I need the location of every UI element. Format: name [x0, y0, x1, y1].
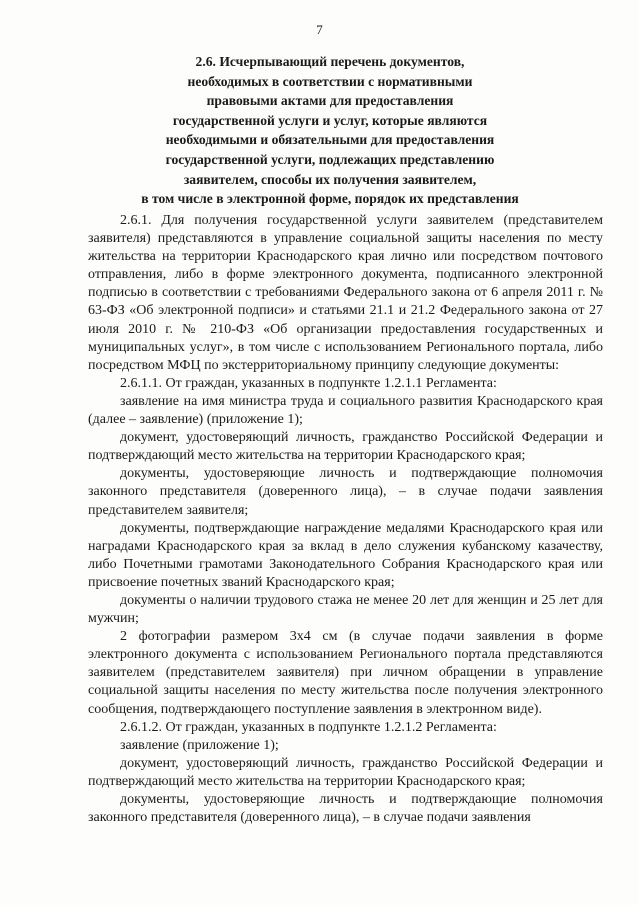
list-item-work-experience: документы о наличии трудового стажа не менее 20 лет для женщин и 25 лет для мужчин;: [88, 592, 603, 627]
list-item-application: заявление (приложение 1);: [120, 737, 279, 753]
paragraph-2-6-1-1: 2.6.1.1. От граждан, указанных в подпункте 1.2.1.1 Регламента:: [120, 375, 497, 391]
list-item-identity-document: документ, удостоверяющий личность, гражданство Российской Федерации и подтверждающий место жительства на территории Краснодарского края;: [88, 430, 603, 464]
list-item-representative-documents: документы, удостоверяющие личность и подтверждающие полномочия законного представителя (доверенного лица), – в случае подачи заявления: [88, 792, 603, 826]
heading-line: необходимыми и обязательными для предоставления: [165, 132, 495, 148]
paragraph-2-6-1: 2.6.1. Для получения государственной услуги заявителем (представителем заявителя) представляются в управление социальной защиты населения по месту жительства на территории Краснодарского края лично или посредством почтового отправления, либо в форме электронного документа, подписанного электронной подписью в соответствии с требованиями Федерального закона от 6 апреля 2011 г. № 63-ФЗ «Об электронной подписи» и статьями 21.1 и 21.2 Федерального закона от 27 июля 2010 г. № 210-ФЗ «Об организации предоставления государственных и муниципальных услуг», в том числе с использованием Регионального портала, либо посредством МФЦ по экстерриториальному принципу следующие документы:: [88, 213, 603, 373]
page-number: 7: [316, 22, 323, 37]
list-item-identity-document: документ, удостоверяющий личность, гражданство Российской Федерации и подтверждающий место жительства на территории Краснодарского края;: [88, 755, 603, 789]
paragraph-2-6-1-2: 2.6.1.2. От граждан, указанных в подпункте 1.2.1.2 Регламента:: [120, 719, 497, 735]
heading-line: заявителем, способы их получения заявителем,: [183, 171, 477, 187]
heading-line: государственной услуги, подлежащих представлению: [165, 151, 495, 167]
document-body: [88, 212, 603, 827]
section-heading: [80, 52, 580, 209]
heading-line: необходимых в соответствии с нормативными: [187, 73, 473, 89]
heading-line: правовыми актами для предоставления: [206, 93, 454, 109]
list-item-application: заявление на имя министра труда и социального развития Краснодарского края (далее – заявление) (приложение 1);: [88, 393, 603, 428]
list-item-award-documents: документы, подтверждающие награждение медалями Краснодарского края или наградами Краснодарского края за вклад в дело служения кубанскому казачеству, либо Почетными грамотами Законодательного Собрания Краснодарского края или присвоение почетных званий Краснодарского края;: [88, 520, 603, 590]
heading-line: государственной услуги и услуг, которые являются: [172, 112, 488, 128]
list-item-representative-documents: документы, удостоверяющие личность и подтверждающие полномочия законного представителя (доверенного лица), – в случае подачи заявления представителем заявителя;: [88, 466, 603, 518]
list-item-photographs: 2 фотографии размером 3х4 см (в случае подачи заявления в форме электронного документа с использованием Регионального портала представляются заявителем (представителем заявителя) при личном обращении в управление социальной защиты населения по месту жительства после получения электронного сообщения, подтверждающего поступление заявления в электронном виде).: [88, 629, 603, 717]
heading-line: 2.6. Исчерпывающий перечень документов,: [195, 54, 465, 69]
heading-line: в том числе в электронной форме, порядок их представления: [141, 191, 519, 207]
